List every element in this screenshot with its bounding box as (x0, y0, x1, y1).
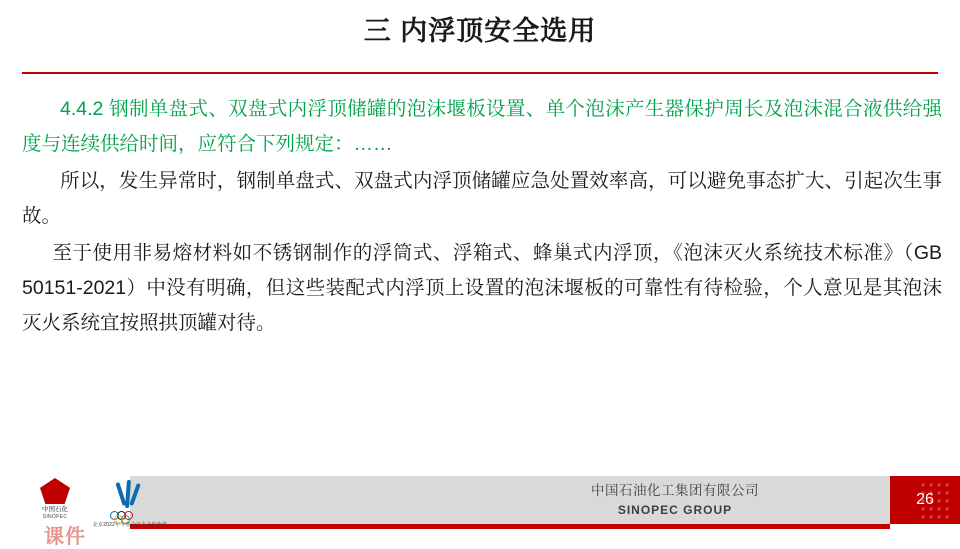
footer-company-block (500, 481, 850, 519)
slide-body (22, 92, 942, 343)
page-number-label: 26 (916, 491, 934, 508)
watermark-text: 课件 (44, 526, 86, 548)
sinopec-logo-en: SINOPEC (42, 514, 68, 520)
sinopec-mark-icon (40, 478, 70, 504)
footer-accent-strip (130, 524, 890, 529)
beijing-2022-logo (88, 480, 172, 526)
sinopec-logo-cn: 中国石化 (42, 506, 68, 513)
page-number-badge (890, 476, 960, 524)
paragraph-clause (22, 92, 942, 162)
title-block (0, 14, 960, 48)
paragraph-text: 4.4.2 钢制单盘式、双盘式内浮顶储罐的泡沫堰板设置、单个泡沫产生器保护周长及泡沫混合液供给强度与连续供给时间，应符合下列规定：…… (22, 98, 942, 155)
footer-company-en: SINOPEC GROUP (617, 503, 733, 517)
paragraph-text: 所以，发生异常时，钢制单盘式、双盘式内浮顶储罐应急处置效率高，可以避免事态扩大、引起次生事故。 (22, 170, 942, 227)
dot-pattern-icon (917, 479, 957, 521)
beijing-emblem-icon (117, 480, 143, 510)
beijing-logo-caption: 北京2022年冬奥会官方合作伙伴 (92, 522, 168, 528)
olympic-rings-icon (110, 511, 150, 520)
title-divider (22, 72, 938, 74)
paragraph-conclusion-1 (22, 164, 942, 234)
footer-company-cn: 中国石油化工集团有限公司 (591, 483, 759, 498)
paragraph-text: 至于使用非易熔材料如不锈钢制作的浮筒式、浮箱式、蜂巢式内浮顶，《泡沫灭火系统技术标准》（GB 50151-2021）中没有明确，但这些装配式内浮顶上设置的泡沫堰板的可靠性有待检验，个人意见是其泡沫灭火系统宜按照拱顶罐对待。 (22, 242, 942, 334)
page-title: 三 内浮顶安全选用 (363, 16, 597, 46)
paragraph-conclusion-2 (22, 236, 942, 341)
